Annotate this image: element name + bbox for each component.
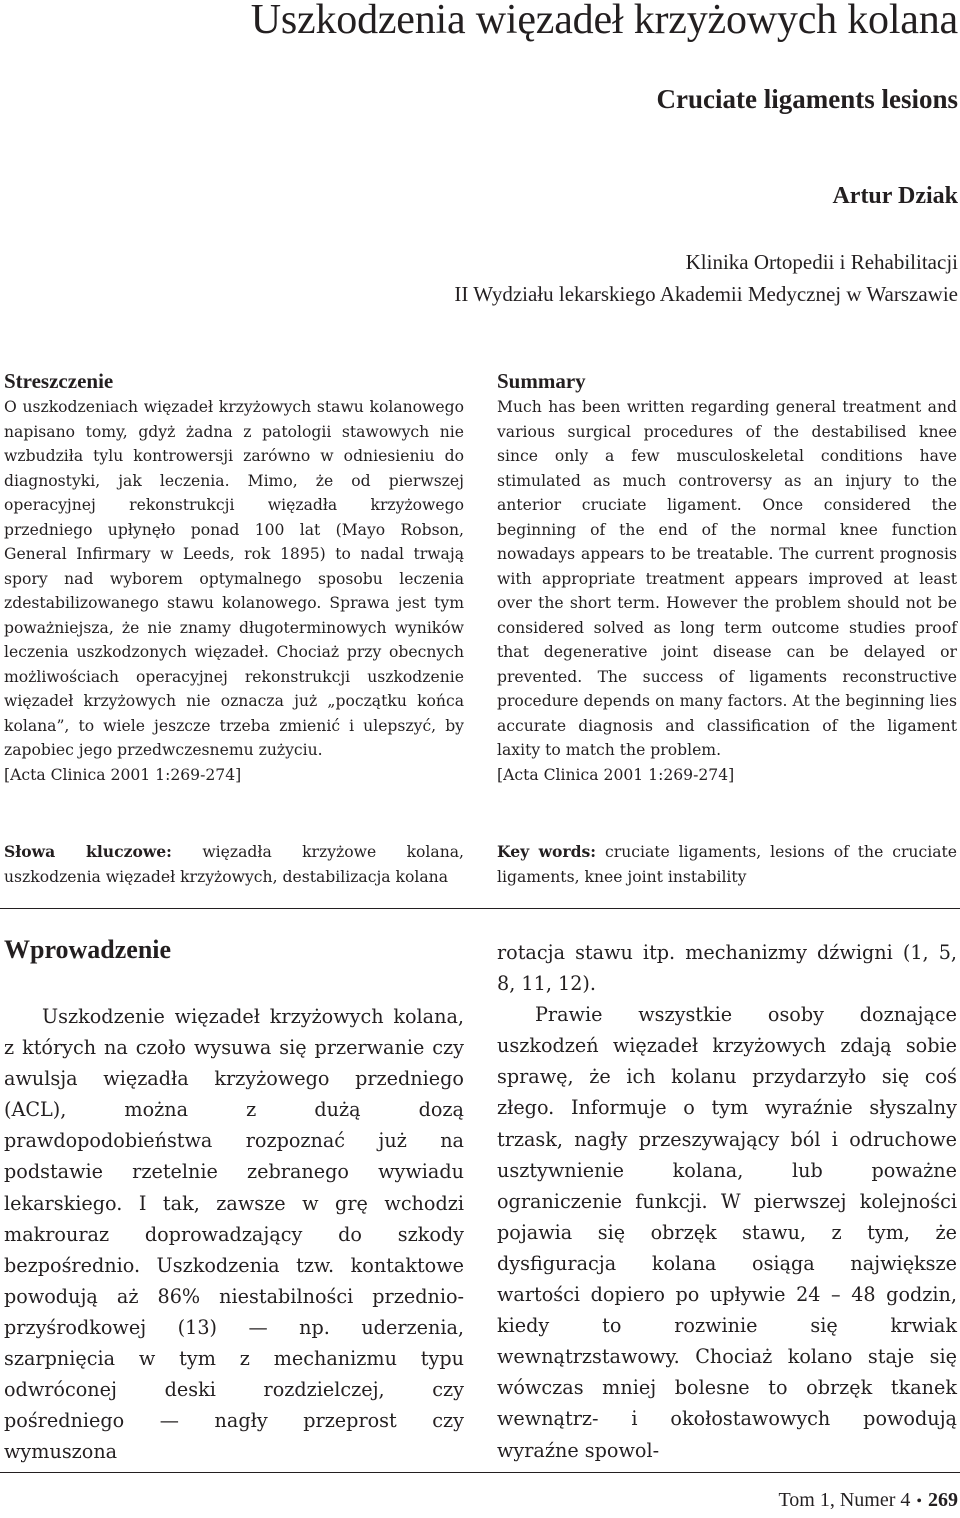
article-title: Uszkodzenia więzadeł krzyżowych kolana (250, 0, 958, 43)
body-paragraph: Prawie wszystkie osoby doznające uszkodzeń więzadeł krzyżowych zdają sobie sprawę, że ich kolanu przydarzyło się coś złego. Informuje o tym wyraźnie słyszalny trzask, nagły przeszywający ból i odruchowe usztywnienie kolana, lub poważne ograniczenie funkcji. W pierwszej kolejności pojawia się obrzęk stawu, z tym, że dysfiguracja kolana osiąga największe wartości dopiero po upływie 24 – 48 godzin, kiedy to rozwinie się krwiak wewnątrzstawowy. Chociaż kolano staje się wówczas mniej bolesne to obrzęk tkanek wewnątrz- i okołostawowych powodują wyraźne spowol- (497, 1003, 957, 1462)
abstract-english-heading: Summary (497, 369, 586, 393)
keywords-polish (4, 840, 464, 889)
body-paragraph-continuation: rotacja stawu itp. mechanizmy dźwigni (1, 5, 8, 11, 12). (497, 941, 957, 996)
bullet-separator: • (916, 1493, 922, 1510)
section-divider (0, 908, 960, 909)
keywords-english (497, 840, 957, 889)
abstract-polish (4, 368, 464, 787)
keywords-polish-label: Słowa kluczowe: (4, 842, 172, 861)
affiliation-line-1: Klinika Ortopedii i Rehabilitacji (685, 250, 958, 274)
page-footer (778, 1488, 958, 1514)
abstract-english (497, 368, 957, 787)
abstract-polish-citation: [Acta Clinica 2001 1:269-274] (4, 765, 242, 784)
footer-divider (0, 1472, 960, 1473)
keywords-english-label: Key words: (497, 842, 597, 861)
keywords-polish-text: więzadła krzyżowe kolana, uszkodzenia więzadeł krzyżowych, destabilizacja kolana (4, 843, 464, 886)
body-column-left (4, 1001, 464, 1467)
body-paragraph: Uszkodzenie więzadeł krzyżowych kolana, z których na czoło wysuwa się przerwanie czy awulsja więzadła krzyżowego przedniego (ACL), można z dużą dozą prawdopodobieństwa rozpoznać już na podstawie rzetelnie zebranego wywiadu lekarskiego. I tak, zawsze w grę wchodzi makrouraz doprowadzający do szkody bezpośrednio. Uszkodzenia tzw. kontaktowe powodują aż 86% niestabilności przednio-przyśrodkowej (13) — np. uderzenia, szarpnięcia w tym z mechanizmu typu odwróconej deski rozdzielczej, czy pośredniego — nagły przeprost czy wymuszona (4, 1005, 464, 1464)
abstract-polish-heading: Streszczenie (4, 369, 114, 393)
author-name: Artur Dziak (832, 183, 958, 209)
section-heading: Wprowadzenie (4, 935, 172, 964)
abstract-polish-text: O uszkodzeniach więzadeł krzyżowych stawu kolanowego napisano tomy, gdyż żadna z patologii stawowych nie wzbudziła tylu kontrowersji zarówno w odniesieniu do diagnostyki, jak leczenia. Mimo, że od pierwszej operacyjnej rekonstrukcji więzadła krzyżowego przedniego upłynęło ponad 100 lat (Mayo Robson, General Infirmary w Leeds, rok 1895) to nadal trwają spory nad wyborem optymalnego sposobu leczenia zdestabilizowanego stawu kolanowego. Sprawa jest tym poważniejsza, że nie znamy długoterminowych wyników leczenia uszkodzonych więzadeł. Chociaż przy obecnych możliwościach operacyjnej rekonstrukcji uszkodzenie więzadeł krzyżowych nie oznacza już „początku końca kolana”, to wiele jeszcze trzeba zmienić i ulepszyć, by zapobiec jego przedwczesnemu zużyciu. (4, 398, 464, 759)
abstract-english-citation: [Acta Clinica 2001 1:269-274] (497, 765, 735, 784)
article-subtitle: Cruciate ligaments lesions (656, 84, 958, 114)
page-number: 269 (928, 1489, 958, 1511)
body-column-right (497, 937, 957, 1466)
affiliation (454, 246, 958, 310)
keywords-english-text: cruciate ligaments, lesions of the cruciate ligaments, knee joint instability (497, 843, 957, 886)
affiliation-line-2: II Wydziału lekarskiego Akademii Medycznej w Warszawie (454, 282, 958, 306)
abstract-english-text: Much has been written regarding general treatment and various surgical procedures of the destabilised knee since only a few musculoskeletal conditions have stimulated as much controversy as an injury to the anterior cruciate ligament. Once considered the beginning of the end of the normal knee function nowadays appears to be treatable. The current prognosis with appropriate treatment appears improved at least over the short term. However the problem should not be considered solved as long term outcome studies proof that degenerative joint disease can be delayed or prevented. The success of ligaments reconstructive procedure depends on many factors. At the beginning lies accurate diagnosis and classification of the ligament laxity to match the problem. (497, 398, 957, 759)
journal-volume: Tom 1, Numer 4 (778, 1489, 911, 1511)
